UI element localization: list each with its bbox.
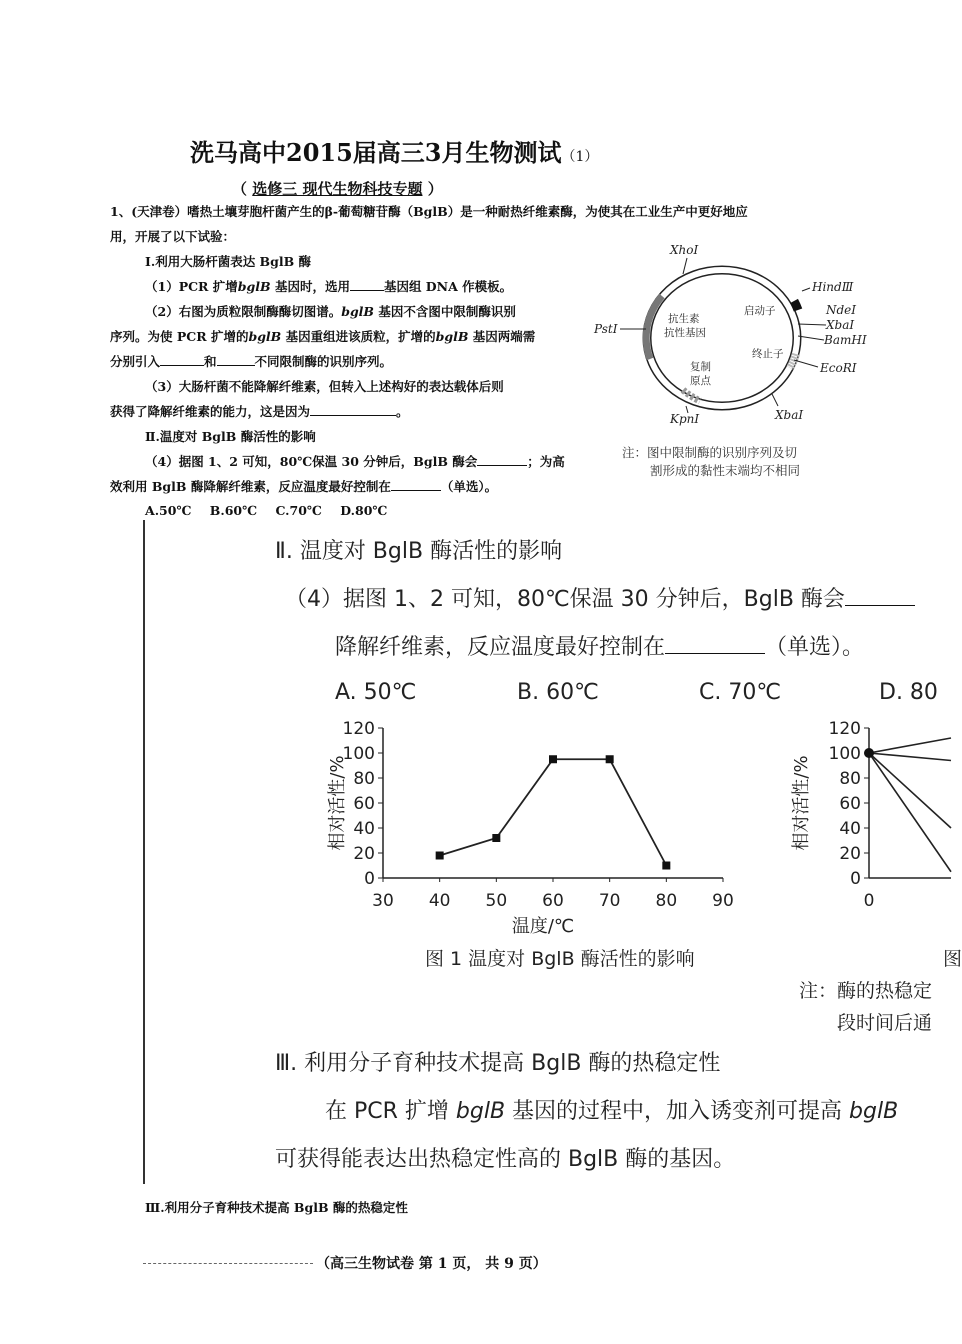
question-2-line2 — [110, 329, 535, 345]
x-tick-label: 80 — [655, 891, 678, 911]
scan-option-d: D. 80 — [879, 680, 938, 705]
y-tick-label: 60 — [353, 794, 375, 814]
y-tick-label: 80 — [353, 769, 375, 789]
subtitle-open: （ — [232, 180, 248, 198]
question-4-line1 — [145, 454, 565, 470]
q4-line1-pre: （4）据图 1、2 可知，80℃保温 30 分钟后，BglB 酶会 — [145, 454, 478, 469]
label-origin-line2: 原点 — [690, 375, 711, 387]
y-tick-label: 60 — [839, 794, 861, 814]
question-4-options — [145, 503, 387, 519]
q2-line1-gene: bglB — [341, 304, 374, 319]
data-point — [864, 748, 874, 758]
y-tick-label: 0 — [364, 869, 375, 889]
q2-line3-post: 不同限制酶的识别序列。 — [254, 354, 393, 369]
q1-answer-blank[interactable] — [350, 279, 384, 291]
footer-rule — [143, 1263, 313, 1264]
data-point — [492, 834, 500, 842]
label-resistance-line2: 抗性基因 — [664, 327, 706, 339]
data-point — [662, 862, 670, 870]
label-hindIII: HindⅢ — [812, 280, 854, 294]
question-3-line2 — [110, 404, 409, 420]
scan-left-border — [143, 520, 145, 1184]
q2-line2-gene: bglB — [248, 329, 282, 344]
figure-2-note-line1: 注：酶的热稳定 — [799, 980, 933, 1002]
section-2-heading: Ⅱ.温度对 BglB 酶活性的影响 — [145, 429, 316, 444]
scan-q4-line2-post: （单选）。 — [765, 635, 865, 660]
x-tick-label: 30 — [372, 891, 394, 911]
label-promoter: 启动子 — [744, 305, 776, 317]
option-a[interactable]: A.50℃ — [145, 503, 192, 518]
y-tick-label: 40 — [353, 819, 375, 839]
figure-2-caption: 图 — [943, 948, 962, 970]
question-intro-line1: 1、(天津卷）嗜热土壤芽胞杆菌产生的β-葡萄糖苷酶（BglB）是一种耐热纤维素酶，为使其在工业生产中更好地应 — [110, 204, 748, 219]
scan-option-c: C. 70℃ — [699, 680, 782, 705]
figure-2-note-line2: 段时间后通 — [837, 1012, 933, 1034]
option-d[interactable]: D.80℃ — [340, 503, 388, 518]
question-2-line1 — [145, 304, 516, 320]
scan-option-a: A. 50℃ — [335, 680, 417, 705]
q2-line3-pre: 分别引入 — [110, 354, 161, 369]
y-axis-label: 相对活性/% — [327, 755, 348, 851]
y-tick-label: 120 — [342, 719, 375, 739]
label-resistance-line1: 抗生素 — [668, 313, 700, 325]
page-footer: （高三生物试卷 第 1 页， 共 9 页） — [316, 1256, 547, 1272]
q4-line1-post: ；为高 — [527, 454, 565, 469]
q2-line2-mid: 基因重组进该质粒，扩增的 — [281, 329, 436, 344]
scan-q4-line2 — [335, 630, 864, 661]
label-bamHI: BamHⅠ — [824, 333, 867, 347]
data-point — [549, 755, 557, 763]
label-terminator: 终止子 — [752, 348, 784, 360]
y-axis-label: 相对活性/% — [791, 755, 812, 851]
scan-q4-blank-2 — [665, 636, 765, 654]
subtitle-close: ） — [427, 180, 443, 198]
promoter-segment — [794, 301, 798, 310]
scan-text3-line2: 可获得能表达出热稳定性高的 BglB 酶的基因。 — [275, 1147, 736, 1172]
section-1-heading: Ⅰ.利用大肠杆菌表达 BglB 酶 — [145, 254, 312, 269]
data-point — [436, 852, 444, 860]
label-xbaI-top: XbaⅠ — [826, 318, 855, 332]
q2-line3-mid: 和 — [204, 354, 217, 369]
scanned-figure — [143, 520, 962, 1184]
y-tick-label: 20 — [353, 844, 375, 864]
x-tick-label: 90 — [712, 891, 734, 911]
series-line — [869, 738, 951, 753]
y-tick-label: 0 — [850, 869, 861, 889]
y-tick-label: 40 — [839, 819, 861, 839]
q2-line2-pre: 序列。为使 PCR 扩增的 — [110, 329, 249, 344]
q4-line2-post: （单选）。 — [440, 479, 498, 494]
y-tick-label: 100 — [342, 744, 375, 764]
q1-mid: 基因时，选用 — [270, 279, 350, 294]
figure-1-caption: 图 1 温度对 BglB 酶活性的影响 — [425, 948, 695, 970]
q2-line2-post: 基因两端需 — [468, 329, 536, 344]
x-axis-label: 温度/℃ — [511, 916, 575, 937]
y-tick-label: 20 — [839, 844, 861, 864]
subtitle — [232, 178, 443, 199]
scan-q4-line1 — [285, 582, 915, 613]
plasmid-note-line2: 割形成的黏性末端均不相同 — [650, 463, 801, 478]
label-xbaI-bottom: XbaⅠ — [775, 408, 804, 422]
q3-line2-post: 。 — [396, 404, 409, 419]
plasmid-note — [622, 444, 800, 480]
q4-line2-pre: 效利用 BglB 酶降解纤维素，反应温度最好控制在 — [110, 479, 391, 494]
section-3-heading: Ⅲ.利用分子育种技术提高 BglB 酶的热稳定性 — [145, 1200, 408, 1215]
scan-text3-gene: bglB — [455, 1099, 506, 1124]
y-tick-label: 80 — [839, 769, 861, 789]
scan-option-b: B. 60℃ — [517, 680, 599, 705]
x-tick-label: 50 — [485, 891, 508, 911]
scan-q4-blank-1 — [845, 588, 915, 606]
series-line — [869, 753, 951, 828]
x-tick-label: 60 — [542, 891, 564, 911]
label-ndeI: NdeⅠ — [826, 303, 857, 317]
q1-post: 基因组 DNA 作模板。 — [383, 279, 513, 294]
x-tick-label: 0 — [863, 891, 875, 911]
y-tick-label: 100 — [828, 744, 861, 764]
label-xhoI: XhoⅠ — [670, 243, 699, 257]
scan-section-2-heading: Ⅱ. 温度对 BglB 酶活性的影响 — [275, 539, 563, 564]
series-line — [869, 753, 951, 872]
figure-1-chart — [323, 716, 783, 938]
plasmid-map — [590, 236, 880, 436]
question-3-line1: （3）大肠杆菌不能降解纤维素，但转入上述构好的表达载体后则 — [145, 379, 504, 394]
title-suffix: （1） — [561, 149, 599, 165]
q2-line1-pre: （2）右图为质粒限制酶酶切图谱。 — [145, 304, 342, 319]
x-tick-label: 70 — [598, 891, 621, 911]
label-origin-line1: 复制 — [690, 361, 711, 373]
scan-text3-mid: 基因的过程中，加入诱变剂可提高 — [505, 1099, 850, 1124]
series-line — [440, 759, 667, 865]
question-intro-line2: 用，开展了以下试验： — [110, 229, 236, 244]
figure-2-chart — [791, 716, 951, 918]
label-kpnI: KpnⅠ — [670, 412, 700, 426]
series-line — [869, 753, 951, 761]
label-ecoRI: EcoRⅠ — [820, 361, 857, 375]
q2-answer-blank-2[interactable] — [217, 354, 255, 366]
q3-answer-blank[interactable] — [310, 404, 396, 416]
question-2-line3 — [110, 354, 392, 370]
scan-section-3-heading: Ⅲ. 利用分子育种技术提高 BglB 酶的热稳定性 — [275, 1051, 721, 1076]
y-tick-label: 120 — [828, 719, 861, 739]
label-pstI: PstⅠ — [594, 322, 618, 336]
scan-q4-line1-text: （4）据图 1、2 可知，80℃保温 30 分钟后，BglB 酶会 — [285, 587, 845, 612]
q3-line2-pre: 获得了降解纤维素的能力，这是因为 — [110, 404, 311, 419]
q2-line1-post: 基因不含图中限制酶识别 — [374, 304, 516, 319]
q4-answer-blank-1[interactable] — [477, 454, 527, 466]
scan-text3-pre: 在 PCR 扩增 — [325, 1099, 456, 1124]
question-1 — [145, 279, 512, 295]
subtitle-main: 选修三 现代生物科技专题 — [252, 180, 423, 198]
q2-line2-gene2: bglB — [435, 329, 469, 344]
x-tick-label: 40 — [428, 891, 451, 911]
page-title — [190, 133, 598, 168]
option-c[interactable]: C.70℃ — [275, 503, 322, 518]
q4-answer-blank-2[interactable] — [391, 479, 441, 491]
title-main: 洗马高中2015届高三3月生物测试 — [190, 138, 562, 167]
plasmid-note-line1: 注：图中限制酶的识别序列及切 — [622, 445, 798, 460]
option-b[interactable]: B.60℃ — [209, 503, 258, 518]
q1-gene: bglB — [237, 279, 271, 294]
scan-text3-line1 — [325, 1094, 898, 1125]
data-point — [606, 755, 614, 763]
q2-answer-blank-1[interactable] — [160, 354, 204, 366]
q1-pre: （1）PCR 扩增 — [145, 279, 238, 294]
scan-text3-gene2: bglB — [849, 1099, 899, 1124]
scan-q4-line2-text: 降解纤维素，反应温度最好控制在 — [335, 635, 666, 660]
question-4-line2 — [110, 479, 497, 495]
